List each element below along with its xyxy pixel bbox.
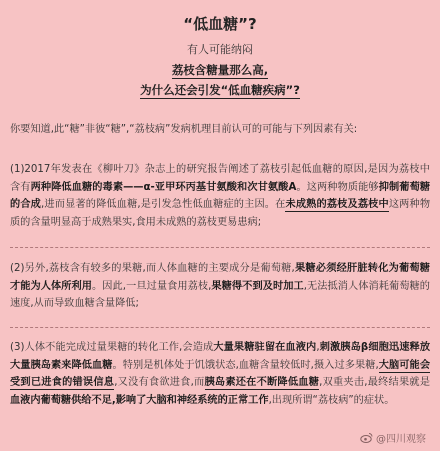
divider-2 (10, 327, 430, 328)
question-line-1 (0, 62, 440, 78)
p3-bold-1: 大量果糖驻留在血液内 (213, 342, 317, 353)
p3-text-6: ,出现所谓“荔枝病”的症状。 (268, 394, 395, 406)
page-subtitle: 有人可能纳闷 (187, 43, 253, 56)
p1-text-1: (1)2017年发表在《柳叶刀》杂志上的研究报告阐述了荔枝引起低血糖的原因,是因为荔枝中含有 (10, 164, 430, 193)
p3-bold-3: 大脑可能会受到已进食的错误信息 (10, 359, 431, 389)
p1-text-4: 这两种物质的含量明显高于成熟果实,食用未成熟的荔枝更易患病; (10, 199, 431, 228)
page-title: “低血糖”? (183, 15, 257, 33)
p3-text-1: (3)人体不能完成过量果糖的转化工作,会造成 (10, 342, 214, 353)
p2-text-3: ,无法抵消人体消耗葡萄糖的速度,从而导致血糖含量降低; (10, 280, 430, 310)
intro-paragraph: 你要知道,此“糖”非彼“糖”,“荔枝病”发病机理目前认可的可能与下列因素有关: (10, 124, 358, 135)
p3-bold-4: 胰岛素还在不断降低血糖 (204, 377, 320, 389)
paragraph-2 (10, 260, 430, 313)
p2-text-1: (2)另外,荔枝含有较多的果糖,而人体血糖的主要成分是葡萄糖, (10, 263, 295, 274)
p3-text-5: ,双重夹击,最终结果就是 (319, 377, 431, 389)
watermark-text: @四川观察 (376, 434, 426, 445)
question-line-2 (0, 82, 440, 98)
p3-text-3: 。特别是机体处于饥饿状态,血糖含量较低时,摄入过多果糖, (112, 359, 379, 371)
divider-1 (10, 247, 430, 248)
p3-text-2: , (316, 342, 320, 353)
p3-text-4: ,又没有食欲进食,而 (114, 377, 205, 389)
p2-bold-1: 果糖必须经肝脏转化为葡萄糖才能为人体所利用 (10, 263, 430, 292)
p1-bold-3: 未成熟的荔枝及荔枝中 (285, 199, 389, 211)
question-line-2-text: 为什么还会引发“低血糖疾病”? (140, 83, 300, 97)
weibo-icon (360, 432, 373, 443)
p1-bold-1: 两种降低血糖的毒素——α-亚甲环丙基甘氨酸和次甘氨酸A (30, 181, 297, 193)
watermark (360, 430, 426, 445)
p1-bold-2: 抑制葡萄糖的合成 (10, 181, 431, 211)
p1-text-3: ,进而显著的降低血糖,是引发急性低血糖症的主因。在 (41, 199, 286, 211)
p3-bold-2: 刺激胰岛β细胞迅速释放大量胰岛素来降低血糖 (10, 342, 431, 371)
paragraph-3 (10, 339, 430, 409)
paragraph-1 (10, 161, 430, 231)
p1-text-2: 。这两种物质能够 (296, 181, 379, 193)
p3-bold-5: 血液内葡萄糖供给不足,影响了大脑和神经系统的正常工作 (10, 394, 269, 406)
p2-bold-2: 果糖得不到及时加工 (211, 280, 304, 292)
p2-text-2: 。因此,一旦过量食用荔枝, (92, 280, 212, 292)
question-line-1-text: 荔枝含糖量那么高, (171, 63, 269, 77)
